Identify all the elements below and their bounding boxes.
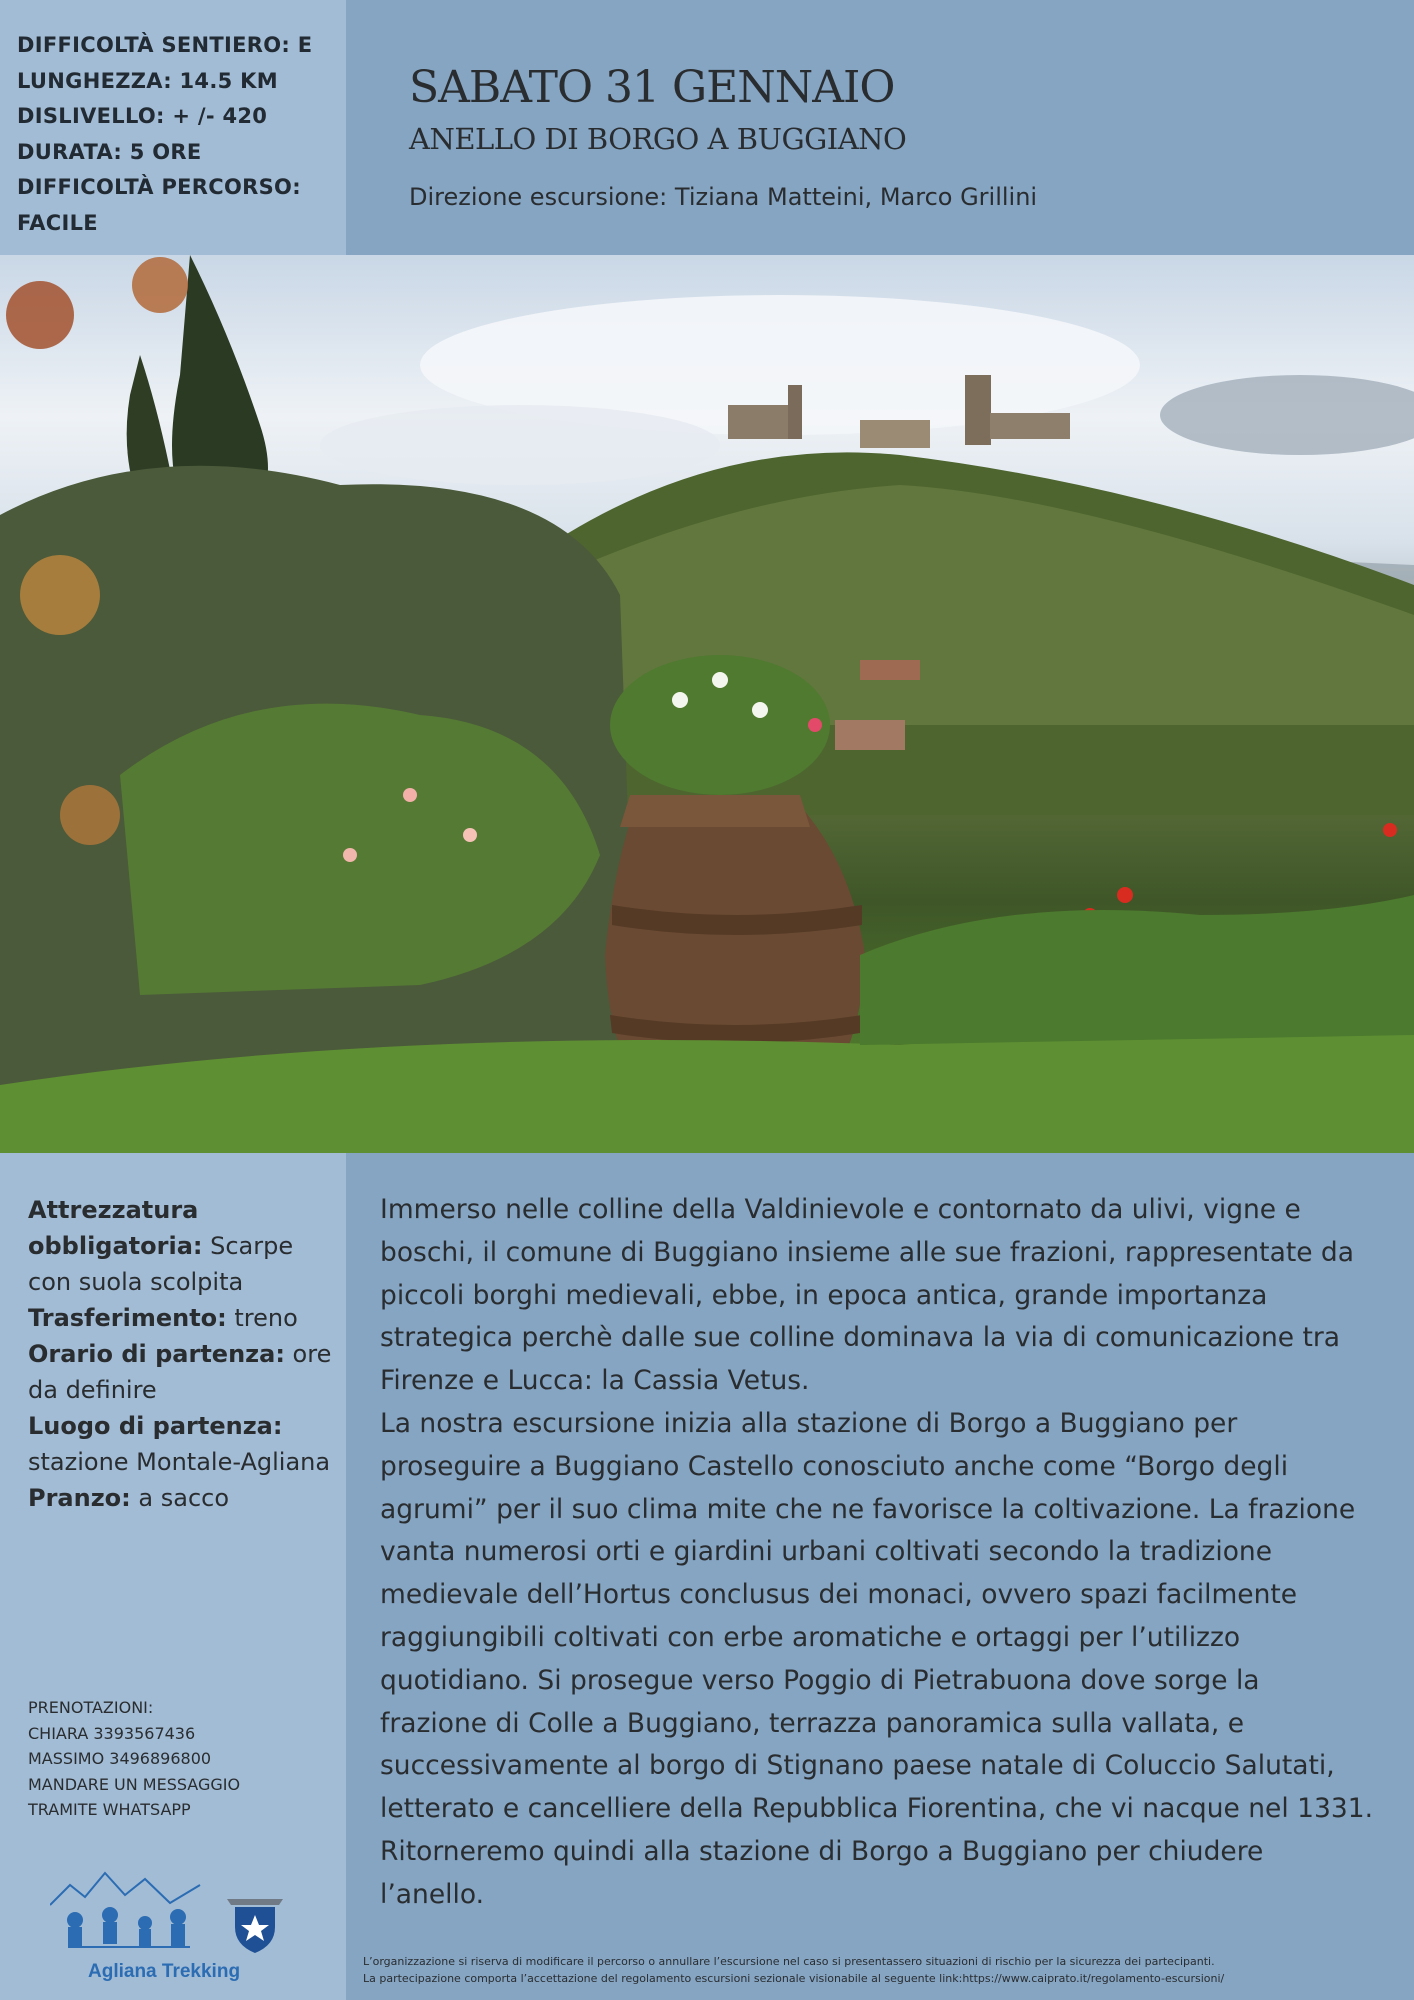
- disclaimer-line-1: L’organizzazione si riserva di modificare il percorso o annullare l’escursione nel caso si presentassero situazioni di rischio per la sicurezza dei partecipanti.: [363, 1955, 1215, 1968]
- logo-text: Agliana Trekking: [88, 1961, 241, 1982]
- info-length: LUNGHEZZA: 14.5 KM: [17, 68, 278, 93]
- info-elevation: DISLIVELLO: + /- 420: [17, 104, 268, 128]
- trail-info-panel: [0, 0, 346, 255]
- disclaimer-line-2: La partecipazione comporta l’accettazione del regolamento escursioni sezionale visionabile al seguente link:https://www.caiprato.it/regolamento-escursioni/: [363, 1972, 1225, 1985]
- detail-departure-place-value: stazione Montale-Agliana: [28, 1448, 331, 1476]
- contact-massimo: MASSIMO 3496896800: [28, 1749, 212, 1768]
- landscape-illustration: [0, 255, 1414, 1153]
- description-panel: [346, 1153, 1414, 2000]
- info-difficulty-route-value: FACILE: [17, 210, 98, 235]
- description-paragraph-2: La nostra escursione inizia alla stazione di Borgo a Buggiano per proseguire a Buggiano Castello conosciuto anche come “Borgo degli agrumi” per il suo clima mite che ne favorisce la coltivazione. La frazione vanta numerosi orti e giardini urbani coltivati secondo la tradizione medievale dell’Hortus conclusus dei monaci, ovvero spazi facilmente raggiungibili coltivati con erbe aromatiche e ortaggi per l’utilizzo quotidiano. Si prosegue verso Poggio di Pietrabuona dove sorge la frazione di Colle a Buggiano, terrazza panoramica sulla vallata, e successivamente al borgo di Stignano paese natale di Coluccio Salutati, letterato e cancelliere della Repubblica Fiorentina, che vi nacque nel 1331. Ritorneremo quindi alla stazione di Borgo a Buggiano per chiudere l’anello.: [380, 1407, 1373, 1910]
- event-date: SABATO 31 GENNAIO: [409, 62, 895, 113]
- detail-transfer-value: treno: [226, 1304, 298, 1332]
- detail-lunch: [28, 1480, 336, 1516]
- info-difficulty-route: DIFFICOLTÀ PERCORSO:: [17, 175, 301, 199]
- detail-departure-time-label: Orario di partenza:: [28, 1340, 285, 1368]
- title-panel: [346, 0, 1414, 255]
- landscape-photo: [0, 255, 1414, 1153]
- detail-departure-time: [28, 1336, 336, 1408]
- detail-lunch-value: a sacco: [130, 1484, 230, 1512]
- detail-lunch-label: Pranzo:: [28, 1484, 131, 1512]
- info-duration: DURATA: 5 ORE: [17, 139, 202, 164]
- contacts-heading: PRENOTAZIONI:: [28, 1698, 154, 1717]
- detail-departure-place: [28, 1408, 336, 1480]
- cai-shield-icon: [225, 1893, 285, 1955]
- contact-chiara: CHIARA 3393567436: [28, 1723, 196, 1743]
- description-paragraph-1: Immerso nelle colline della Valdinievole e contornato da ulivi, vigne e boschi, il comune di Buggiano insieme alle sue frazioni, rappresentate da piccoli borghi medievali, ebbe, in epoca antica, grande importanza strategica perchè dalle sue colline dominava la via di comunicazione tra Firenze e Lucca: la Cassia Vetus.: [380, 1194, 1354, 1397]
- detail-departure-place-label: Luogo di partenza:: [28, 1412, 283, 1440]
- details-panel: [0, 1153, 346, 2000]
- event-name: ANELLO DI BORGO A BUGGIANO: [409, 122, 907, 156]
- event-guides: Direzione escursione: Tiziana Matteini, Marco Grillini: [409, 183, 1038, 211]
- detail-transfer: [28, 1300, 336, 1336]
- contacts-note-2: TRAMITE WHATSAPP: [28, 1800, 191, 1819]
- detail-equipment: [28, 1192, 336, 1300]
- detail-equipment-label: Attrezzatura obbligatoria:: [28, 1196, 203, 1260]
- detail-equipment-value: Scarpe con suola scolpita: [28, 1232, 294, 1296]
- detail-departure-time-value: ore da definire: [28, 1340, 332, 1404]
- detail-transfer-label: Trasferimento:: [28, 1304, 227, 1332]
- agliana-trekking-logo: [50, 1865, 300, 1990]
- booking-contacts: [28, 1695, 240, 1823]
- contacts-note-1: MANDARE UN MESSAGGIO: [28, 1774, 241, 1794]
- disclaimer: [363, 1953, 1403, 1987]
- info-difficulty-trail: DIFFICOLTÀ SENTIERO: E: [17, 33, 313, 57]
